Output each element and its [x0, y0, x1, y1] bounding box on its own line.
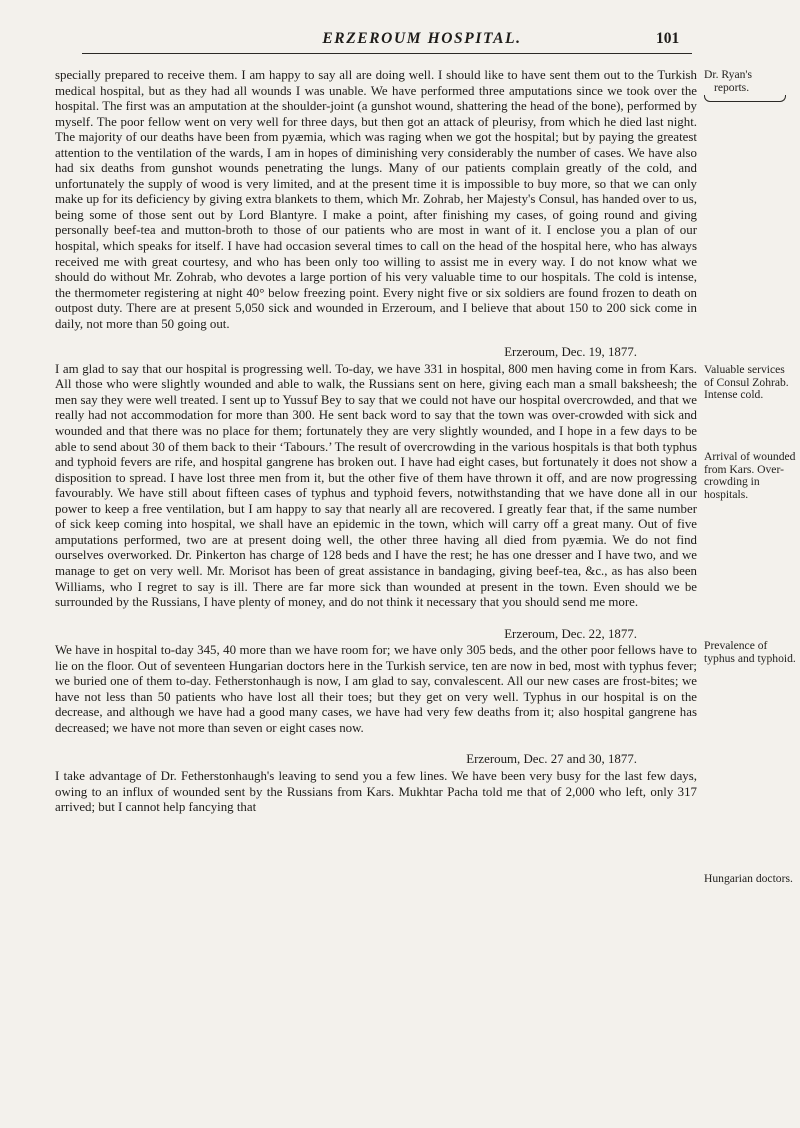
dateline-1: Erzeroum, Dec. 19, 1877. — [504, 345, 637, 360]
dateline-3: Erzeroum, Dec. 27 and 30, 1877. — [466, 752, 637, 767]
paragraph-3: We have in hospital to-day 345, 40 more than we have room for; we have only 305 beds, and the other poor fellows have to lie on the floor. Out of seventeen Hungarian doctors here in the Turkish service, ten are now in bed, most with typhus fever; we buried one of them to-day. Fetherstonhaugh is now, I am glad to say, convalescent. All our new cases are frost-bites; we have not less than 50 patients who have lost all their toes; but they get on very well. Typhus in our hospital is on the decrease, and although we have had a good many cases, we have had very few deaths from it; also hospital gangrene has decreased; we have not more than seven or eight cases now. — [55, 643, 697, 735]
body-text — [55, 68, 697, 816]
margin-note-consul-zohrab: Valuable services of Consul Zohrab. Intense cold. — [704, 363, 789, 402]
margin-note-typhus: Prevalence of typhus and typhoid. — [704, 639, 796, 665]
paragraph-4: I take advantage of Dr. Fetherstonhaugh's leaving to send you a few lines. We have been very busy for the last few days, owing to an influx of wounded sent by the Russians from Kars. Mukhtar Pacha told me that of 2,000 who left, only 317 arrived; but I cannot help fancying that — [55, 768, 697, 815]
margin-brace — [704, 95, 786, 102]
margin-note-hungarian-doctors: Hungarian doctors. — [704, 872, 793, 885]
page-number: 101 — [656, 30, 680, 47]
page-header — [0, 30, 800, 52]
margin-note-arrival-kars: Arrival of wounded from Kars. Over-crowding in hospitals. — [704, 450, 796, 501]
margin-note-ryan-reports — [704, 69, 796, 102]
header-rule — [82, 53, 692, 54]
paragraph-2: I am glad to say that our hospital is progressing well. To-day, we have 331 in hospital, 800 men having come in from Kars. All those who were slightly wounded and able to walk, the Russians sent on here, giving each man a small baksheesh; the men say they were well treated. I sent up to Yussuf Bey to say that we could not have our hospital overcrowded, and that we really had not accommodation for more than 300. He sent back word to say that the town was over-crowded with sick and wounded and that there was no place for them; fortunately they are very slightly wounded, and I hope in a few days to be able to send about 30 of them back to their ‘Tabours.’ The result of overcrowding in the various hospitals is that both typhus and typhoid fevers are rife, and hospital gangrene has broken out. I have had eight cases, but fortunately it does not show a disposition to spread. I have lost three men from it, but the other five of them have thrown it off, and are now progressing favourably. We have still about fifteen cases of typhus and typhoid fevers, notwithstanding that we have done all in our power to keep a free ventilation, but I am happy to say that nearly all are recovered. I greatly fear that, if the same number of sick keep coming into hospital, we shall have an epidemic in the town, which will carry off a great many. Out of five amputations performed, two are at present doing well, the other three having all died from pyæmia. We do not find ourselves overworked. Dr. Pinkerton has charge of 128 beds and I have the rest; he has one dresser and I have two, and we manage to get on very well. Mr. Morisot has been of great assistance in bandaging, giving beef-tea, &c., as has also been Williams, who I regret to say is ill. There are far more sick than wounded at present in the town. Even should we be surrounded by the Russians, I have plenty of money, and do not think it necessary that you should send me more. — [55, 361, 697, 610]
margin-note-ryan-line1: Dr. Ryan's — [704, 68, 752, 81]
margin-note-ryan-line2: reports. — [714, 80, 750, 94]
running-title: ERZEROUM HOSPITAL. — [322, 30, 522, 47]
dateline-2: Erzeroum, Dec. 22, 1877. — [504, 626, 637, 641]
paragraph-1: specially prepared to receive them. I am happy to say all are doing well. I should like to have sent them out to the Turkish medical hospital, but as they had all wounds I was unable. We have performed three amputations since we took over the hospital. The first was an amputation at the shoulder-joint (a gunshot wound, shattering the head of the bone), performed by myself. The poor fellow went on very well for three days, but then got an attack of pleurisy, from which he died last night. The majority of our deaths have been from pyæmia, which was raging when we got the hospital; but by paying the greatest attention to the ventilation of the wards, I am in hopes of diminishing very considerably the number of cases. We have also had six deaths from gunshot wounds penetrating the lungs. Many of our patients complain greatly of the cold, and unfortunately the supply of wood is very limited, and at the present time it is impossible to buy more, so that we can only make up for its deficiency by giving extra blankets to them, which Mr. Zohrab, her Majesty's Consul, has handed over to us, being some of those sent out by Lord Blantyre. I make a point, after finishing my cases, of going round and giving personally beef-tea and mutton-broth to those of our patients who are most in want of it. I enclose you a plan of our hospital, which speaks for itself. I have had occasion several times to call on the head of the hospital here, who has always received me with great courtesy, and who has been only too willing to assist me in every way. I do not know what we should do without Mr. Zohrab, who devotes a large portion of his very valuable time to our hospitals. The cold is intense, the thermometer registering at night 40° below freezing point. Every night five or six soldiers are found frozen to death on outpost duty. There are at present 5,050 sick and wounded in Erzeroum, and I believe that about 150 to 200 sick come in daily, not more than 50 going out. — [55, 68, 697, 331]
